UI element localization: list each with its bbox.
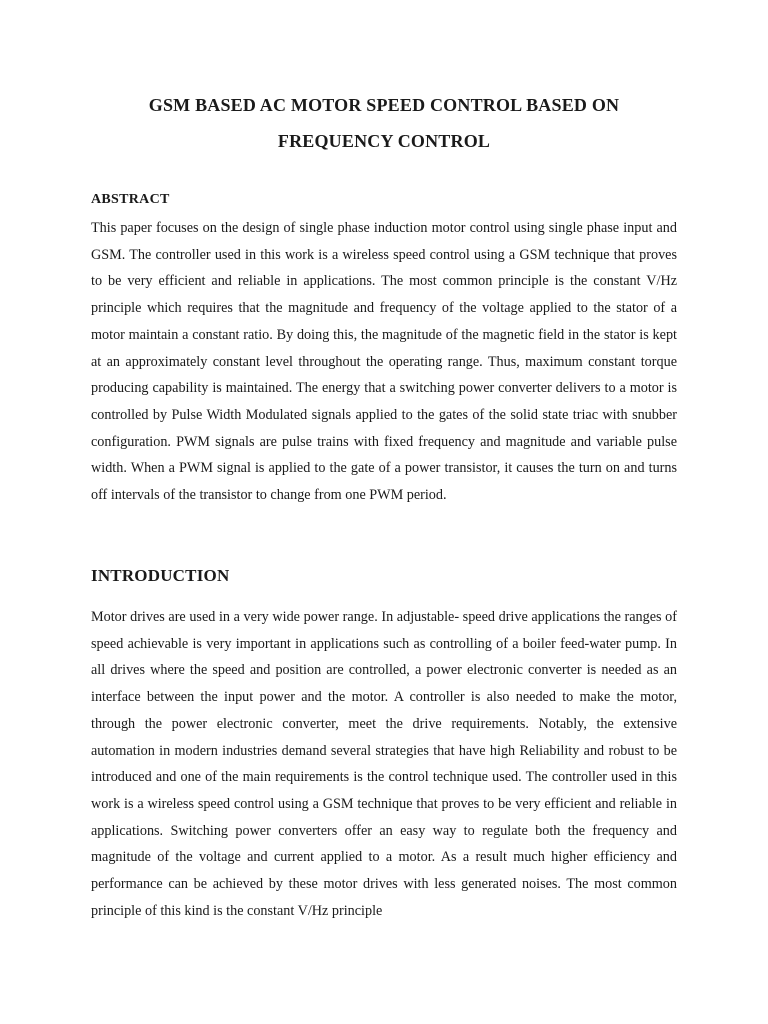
introduction-heading: INTRODUCTION — [91, 566, 230, 585]
paper-title-line-1: GSM BASED AC MOTOR SPEED CONTROL BASED ON — [148, 95, 620, 115]
abstract-heading: ABSTRACT — [91, 192, 170, 207]
paper-title-line-2: FREQUENCY CONTROL — [277, 131, 491, 151]
abstract-paragraph: This paper focuses on the design of single phase induction motor control using single phase input and GSM. The controller used in this work is a wireless speed control using a GSM technique that proves to be very efficient and reliable in applications. The most common principle is the constant V/Hz principle which requires that the magnitude and frequency of the voltage applied to the stator of a motor maintain a constant ratio. By doing this, the magnitude of the magnetic field in the stator is kept at an approximately constant level throughout the operating range. Thus, maximum constant torque producing capability is maintained. The energy that a switching power converter delivers to a motor is controlled by Pulse Width Modulated signals applied to the gates of the solid state triac with snubber configuration. PWM signals are pulse trains with fixed frequency and magnitude and variable pulse width. When a PWM signal is applied to the gate of a power transistor, it causes the turn on and turns off intervals of the transistor to change from one PWM period. — [91, 220, 677, 504]
introduction-paragraph: Motor drives are used in a very wide power range. In adjustable- speed drive applications the ranges of speed achievable is very important in applications such as controlling of a boiler feed-water pump. In all drives where the speed and position are controlled, a power electronic converter is needed as an interface between the input power and the motor. A controller is also needed to make the motor, through the power electronic converter, meet the drive requirements. Notably, the extensive automation in modern industries demand several strategies that have high Reliability and robust to be introduced and one of the main requirements is the control technique used. The controller used in this work is a wireless speed control using a GSM technique that proves to be very efficient and reliable in applications. Switching power converters offer an easy way to regulate both the frequency and magnitude of the voltage and current applied to a motor. As a result much higher efficiency and performance can be achieved by these motor drives with less generated noises. The most common principle of this kind is the constant V/Hz principle — [91, 609, 677, 919]
